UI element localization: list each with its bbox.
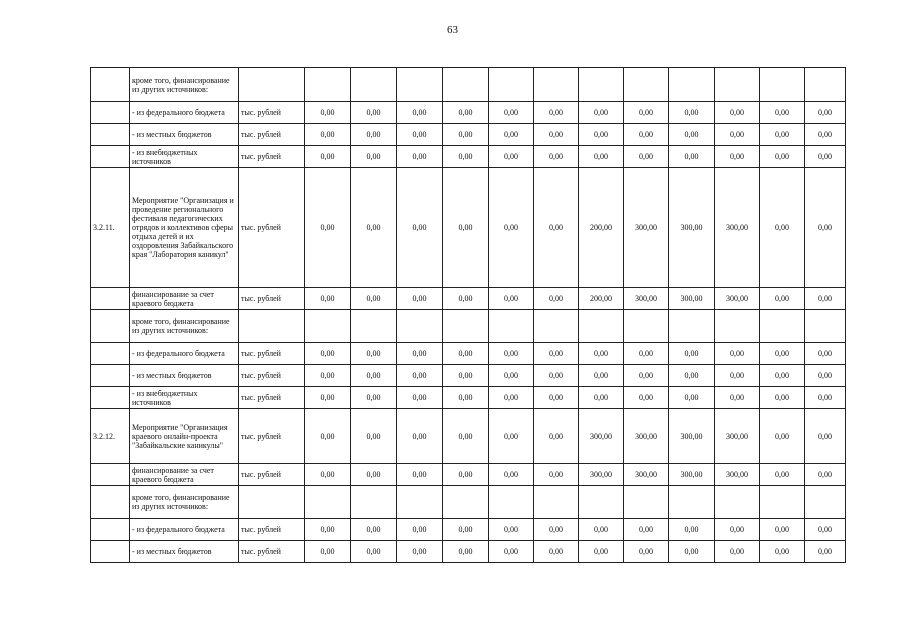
value-cell: 0,00: [534, 387, 579, 409]
unit-cell: тыс. рублей: [239, 387, 305, 409]
measure-code-cell: [91, 310, 130, 343]
measure-name-cell: Мероприятие "Организация краевого онлайн-проекта "Забайкальские каникулы": [130, 409, 239, 464]
value-cell: 0,00: [489, 102, 534, 124]
value-cell: 0,00: [305, 102, 351, 124]
value-cell: 300,00: [669, 288, 715, 310]
value-cell: 0,00: [805, 365, 846, 387]
value-cell: 0,00: [305, 519, 351, 541]
value-cell: 0,00: [443, 541, 489, 563]
value-cell: 0,00: [397, 365, 443, 387]
table-row: [91, 519, 846, 541]
value-cell: 0,00: [397, 464, 443, 486]
value-cell: 0,00: [351, 409, 397, 464]
value-cell: 0,00: [305, 464, 351, 486]
value-cell: [669, 310, 715, 343]
measure-name-cell: - из внебюджетных источников: [130, 146, 239, 168]
value-cell: 0,00: [351, 288, 397, 310]
value-cell: [760, 486, 805, 519]
value-cell: 0,00: [443, 464, 489, 486]
measure-name-cell: - из внебюджетных источников: [130, 387, 239, 409]
table-body: [91, 68, 846, 563]
value-cell: 0,00: [669, 541, 715, 563]
value-cell: 0,00: [397, 168, 443, 288]
value-cell: [579, 310, 624, 343]
value-cell: 0,00: [534, 541, 579, 563]
unit-cell: тыс. рублей: [239, 541, 305, 563]
value-cell: [579, 486, 624, 519]
value-cell: [397, 486, 443, 519]
value-cell: 0,00: [715, 541, 760, 563]
value-cell: 0,00: [669, 387, 715, 409]
value-cell: 0,00: [579, 124, 624, 146]
value-cell: 300,00: [624, 288, 669, 310]
measure-code-cell: [91, 124, 130, 146]
budget-table: [90, 67, 846, 563]
value-cell: 0,00: [760, 168, 805, 288]
unit-cell: тыс. рублей: [239, 519, 305, 541]
unit-cell: [239, 310, 305, 343]
value-cell: 0,00: [579, 102, 624, 124]
value-cell: [624, 310, 669, 343]
value-cell: 0,00: [805, 541, 846, 563]
value-cell: 300,00: [669, 464, 715, 486]
measure-name-cell: кроме того, финансирование из других источников:: [130, 310, 239, 343]
value-cell: 0,00: [305, 168, 351, 288]
value-cell: 0,00: [805, 519, 846, 541]
value-cell: 0,00: [715, 365, 760, 387]
value-cell: [534, 310, 579, 343]
measure-code-cell: [91, 68, 130, 102]
value-cell: 0,00: [305, 343, 351, 365]
measure-name-cell: - из федерального бюджета: [130, 343, 239, 365]
unit-cell: тыс. рублей: [239, 365, 305, 387]
value-cell: 0,00: [305, 288, 351, 310]
value-cell: [715, 486, 760, 519]
table-row: [91, 68, 846, 102]
value-cell: 0,00: [397, 343, 443, 365]
value-cell: 0,00: [624, 519, 669, 541]
value-cell: 0,00: [624, 102, 669, 124]
measure-name-cell: финансирование за счет краевого бюджета: [130, 464, 239, 486]
value-cell: 0,00: [351, 519, 397, 541]
value-cell: 0,00: [760, 124, 805, 146]
value-cell: 0,00: [534, 146, 579, 168]
value-cell: 0,00: [579, 519, 624, 541]
value-cell: 0,00: [305, 365, 351, 387]
measure-code-cell: [91, 365, 130, 387]
value-cell: [534, 486, 579, 519]
value-cell: 0,00: [397, 519, 443, 541]
value-cell: 0,00: [489, 168, 534, 288]
value-cell: [624, 68, 669, 102]
value-cell: 300,00: [624, 409, 669, 464]
value-cell: 0,00: [351, 365, 397, 387]
value-cell: 0,00: [669, 519, 715, 541]
table-row: [91, 541, 846, 563]
measure-code-cell: [91, 102, 130, 124]
value-cell: 300,00: [669, 409, 715, 464]
measure-name-cell: кроме того, финансирование из других источников:: [130, 486, 239, 519]
value-cell: [397, 68, 443, 102]
value-cell: 200,00: [579, 168, 624, 288]
value-cell: [351, 486, 397, 519]
table-row: [91, 486, 846, 519]
value-cell: [489, 486, 534, 519]
value-cell: 0,00: [624, 387, 669, 409]
value-cell: 0,00: [760, 146, 805, 168]
value-cell: 0,00: [715, 387, 760, 409]
value-cell: [305, 68, 351, 102]
value-cell: 0,00: [305, 387, 351, 409]
value-cell: 0,00: [489, 343, 534, 365]
value-cell: 0,00: [760, 365, 805, 387]
measure-code-cell: [91, 146, 130, 168]
value-cell: [534, 68, 579, 102]
value-cell: 0,00: [534, 288, 579, 310]
unit-cell: тыс. рублей: [239, 343, 305, 365]
value-cell: 0,00: [760, 288, 805, 310]
value-cell: [624, 486, 669, 519]
measure-code-cell: 3.2.11.: [91, 168, 130, 288]
value-cell: 0,00: [715, 102, 760, 124]
unit-cell: тыс. рублей: [239, 409, 305, 464]
unit-cell: [239, 68, 305, 102]
value-cell: 0,00: [715, 519, 760, 541]
value-cell: 0,00: [305, 146, 351, 168]
value-cell: 0,00: [805, 343, 846, 365]
value-cell: 0,00: [669, 102, 715, 124]
value-cell: 300,00: [579, 409, 624, 464]
value-cell: [489, 68, 534, 102]
value-cell: 0,00: [305, 409, 351, 464]
value-cell: 0,00: [489, 146, 534, 168]
value-cell: [805, 310, 846, 343]
value-cell: 0,00: [579, 365, 624, 387]
value-cell: 0,00: [351, 464, 397, 486]
table-row: [91, 464, 846, 486]
value-cell: 0,00: [760, 464, 805, 486]
value-cell: [305, 486, 351, 519]
value-cell: 0,00: [760, 343, 805, 365]
value-cell: [669, 68, 715, 102]
value-cell: 0,00: [534, 519, 579, 541]
value-cell: 0,00: [443, 365, 489, 387]
value-cell: 0,00: [489, 288, 534, 310]
measure-name-cell: - из местных бюджетов: [130, 541, 239, 563]
value-cell: 300,00: [669, 168, 715, 288]
measure-name-cell: кроме того, финансирование из других источников:: [130, 68, 239, 102]
value-cell: 300,00: [624, 168, 669, 288]
value-cell: 0,00: [443, 387, 489, 409]
value-cell: [305, 310, 351, 343]
value-cell: [715, 68, 760, 102]
value-cell: 0,00: [534, 102, 579, 124]
value-cell: 0,00: [397, 102, 443, 124]
value-cell: 0,00: [443, 288, 489, 310]
value-cell: 0,00: [715, 343, 760, 365]
value-cell: 0,00: [624, 146, 669, 168]
table-row: [91, 365, 846, 387]
value-cell: 0,00: [397, 146, 443, 168]
value-cell: 0,00: [669, 146, 715, 168]
value-cell: 0,00: [305, 541, 351, 563]
value-cell: [443, 486, 489, 519]
value-cell: 0,00: [534, 365, 579, 387]
measure-code-cell: [91, 387, 130, 409]
value-cell: 0,00: [534, 464, 579, 486]
measure-code-cell: [91, 519, 130, 541]
value-cell: 0,00: [534, 124, 579, 146]
value-cell: 0,00: [397, 387, 443, 409]
value-cell: 0,00: [489, 541, 534, 563]
unit-cell: тыс. рублей: [239, 102, 305, 124]
value-cell: 0,00: [760, 519, 805, 541]
value-cell: 0,00: [351, 124, 397, 146]
value-cell: 0,00: [760, 387, 805, 409]
value-cell: 300,00: [715, 409, 760, 464]
table-row: [91, 288, 846, 310]
table-row: [91, 387, 846, 409]
value-cell: 0,00: [805, 124, 846, 146]
table-row: [91, 409, 846, 464]
value-cell: 0,00: [624, 365, 669, 387]
table-row: [91, 310, 846, 343]
table-row: [91, 146, 846, 168]
value-cell: 0,00: [443, 343, 489, 365]
measure-name-cell: - из федерального бюджета: [130, 519, 239, 541]
value-cell: 0,00: [351, 168, 397, 288]
value-cell: 0,00: [760, 541, 805, 563]
value-cell: 0,00: [351, 541, 397, 563]
value-cell: 300,00: [579, 464, 624, 486]
value-cell: 0,00: [805, 464, 846, 486]
value-cell: 0,00: [760, 409, 805, 464]
value-cell: 0,00: [534, 409, 579, 464]
value-cell: [805, 68, 846, 102]
value-cell: 300,00: [715, 168, 760, 288]
value-cell: [760, 68, 805, 102]
value-cell: 0,00: [443, 519, 489, 541]
value-cell: 0,00: [443, 146, 489, 168]
measure-code-cell: [91, 288, 130, 310]
value-cell: 0,00: [715, 146, 760, 168]
value-cell: 0,00: [805, 387, 846, 409]
value-cell: 0,00: [579, 387, 624, 409]
value-cell: [669, 486, 715, 519]
value-cell: [351, 68, 397, 102]
value-cell: 0,00: [351, 387, 397, 409]
value-cell: 0,00: [351, 102, 397, 124]
value-cell: 300,00: [715, 288, 760, 310]
measure-name-cell: - из федерального бюджета: [130, 102, 239, 124]
value-cell: [397, 310, 443, 343]
value-cell: 0,00: [805, 409, 846, 464]
value-cell: 0,00: [760, 102, 805, 124]
measure-code-cell: [91, 343, 130, 365]
measure-name-cell: финансирование за счет краевого бюджета: [130, 288, 239, 310]
value-cell: 0,00: [579, 541, 624, 563]
value-cell: 0,00: [305, 124, 351, 146]
value-cell: [489, 310, 534, 343]
value-cell: 0,00: [624, 343, 669, 365]
page-number: 63: [447, 24, 458, 36]
value-cell: 300,00: [624, 464, 669, 486]
value-cell: [760, 310, 805, 343]
value-cell: 0,00: [397, 288, 443, 310]
table-row: [91, 168, 846, 288]
value-cell: 0,00: [443, 102, 489, 124]
measure-name-cell: Мероприятие "Организация и проведение регионального фестиваля педагогических отрядов и коллективов сферы отдыха детей и их оздоровления Забайкальского края "Лаборатория каникул": [130, 168, 239, 288]
value-cell: 0,00: [715, 124, 760, 146]
measure-name-cell: - из местных бюджетов: [130, 365, 239, 387]
value-cell: 0,00: [624, 124, 669, 146]
measure-code-cell: [91, 486, 130, 519]
table-row: [91, 343, 846, 365]
value-cell: 0,00: [397, 541, 443, 563]
measure-name-cell: - из местных бюджетов: [130, 124, 239, 146]
unit-cell: тыс. рублей: [239, 168, 305, 288]
unit-cell: [239, 486, 305, 519]
value-cell: 0,00: [443, 409, 489, 464]
value-cell: 0,00: [805, 146, 846, 168]
value-cell: 0,00: [351, 343, 397, 365]
value-cell: 0,00: [805, 168, 846, 288]
value-cell: 0,00: [489, 464, 534, 486]
unit-cell: тыс. рублей: [239, 146, 305, 168]
value-cell: 0,00: [624, 541, 669, 563]
value-cell: 0,00: [489, 124, 534, 146]
value-cell: [715, 310, 760, 343]
measure-code-cell: 3.2.12.: [91, 409, 130, 464]
value-cell: 0,00: [805, 288, 846, 310]
value-cell: 0,00: [669, 124, 715, 146]
value-cell: [805, 486, 846, 519]
table-row: [91, 102, 846, 124]
value-cell: 200,00: [579, 288, 624, 310]
unit-cell: тыс. рублей: [239, 288, 305, 310]
value-cell: [579, 68, 624, 102]
value-cell: 0,00: [534, 168, 579, 288]
value-cell: 0,00: [351, 146, 397, 168]
value-cell: 0,00: [489, 409, 534, 464]
measure-code-cell: [91, 464, 130, 486]
value-cell: 0,00: [443, 168, 489, 288]
value-cell: 0,00: [397, 409, 443, 464]
value-cell: 0,00: [669, 343, 715, 365]
value-cell: 0,00: [397, 124, 443, 146]
value-cell: 0,00: [489, 387, 534, 409]
value-cell: 0,00: [805, 102, 846, 124]
value-cell: 0,00: [489, 519, 534, 541]
value-cell: [443, 310, 489, 343]
value-cell: 0,00: [443, 124, 489, 146]
value-cell: [351, 310, 397, 343]
value-cell: 0,00: [579, 343, 624, 365]
value-cell: 300,00: [715, 464, 760, 486]
unit-cell: тыс. рублей: [239, 124, 305, 146]
table-row: [91, 124, 846, 146]
value-cell: 0,00: [579, 146, 624, 168]
measure-code-cell: [91, 541, 130, 563]
value-cell: 0,00: [489, 365, 534, 387]
value-cell: 0,00: [534, 343, 579, 365]
unit-cell: тыс. рублей: [239, 464, 305, 486]
value-cell: [443, 68, 489, 102]
value-cell: 0,00: [669, 365, 715, 387]
